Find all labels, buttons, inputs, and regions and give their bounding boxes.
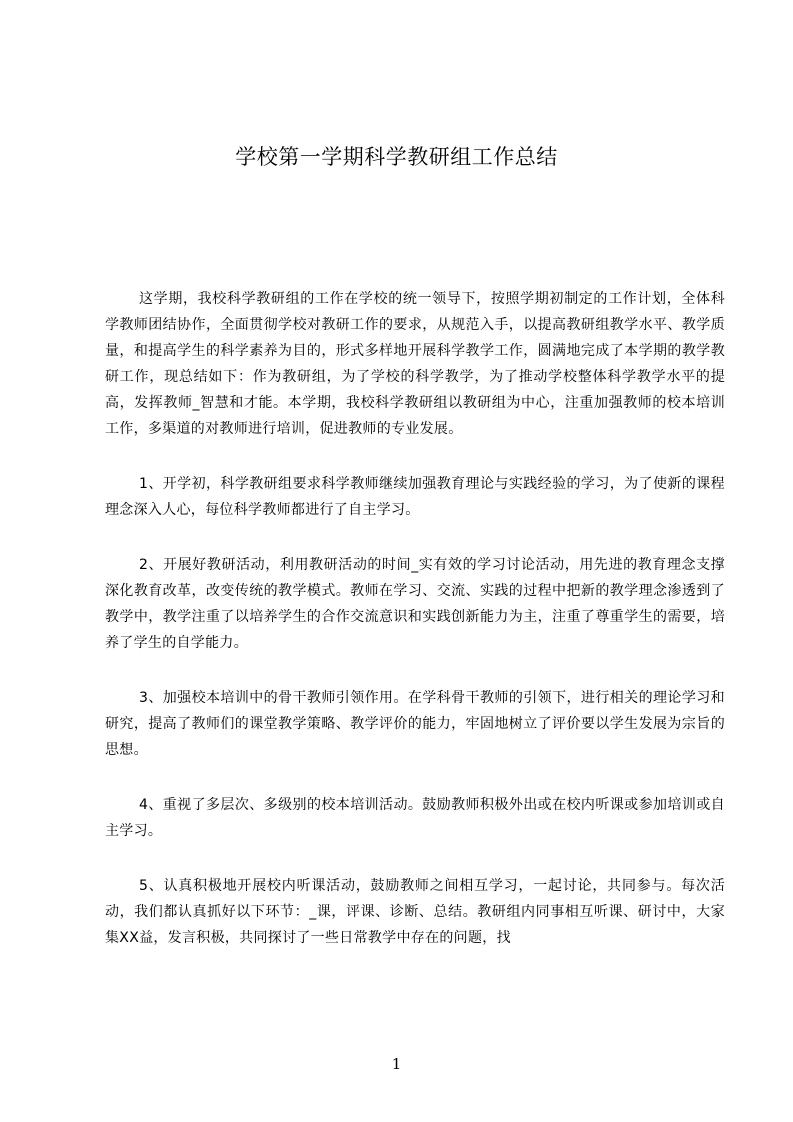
paragraph-item-3: 3、加强校本培训中的骨干教师引领作用。在学科骨干教师的引领下，进行相关的理论学习和研究，提高了教师们的课堂教学策略、教学评价的能力，牢固地树立了评价要以学生发展为宗旨的思想。 (105, 690, 725, 758)
paragraph-item-2: 2、开展好教研活动，利用教研活动的时间_实有效的学习讨论活动，用先进的教育理念支撑深化教育改革，改变传统的教学模式。教师在学习、交流、实践的过程中把新的教学理念渗透到了教学中，教学注重了以培养学生的合作交流意识和实践创新能力为主，注重了尊重学生的需要，培养了学生的自学能力。 (105, 557, 725, 651)
document-body (105, 286, 725, 980)
paragraph-item-4: 4、重视了多层次、多级别的校本培训活动。鼓励教师积极外出或在校内听课或参加培训或自主学习。 (105, 797, 725, 839)
document-title: 学校第一学期科学教研组工作总结 (235, 145, 558, 169)
page-number: 1 (391, 1055, 402, 1073)
paragraph-item-1: 1、开学初，科学教研组要求科学教师继续加强教育理论与实践经验的学习，为了使新的课程理念深入人心，每位科学教师都进行了自主学习。 (105, 476, 725, 518)
paragraph-item-5: 5、认真积极地开展校内听课活动，鼓励教师之间相互学习，一起讨论，共同参与。每次活动，我们都认真抓好以下环节：_课，评课、诊断、总结。教研组内同事相互听课、研讨中，大家集XX益，发言积极，共同探讨了一些日常教学中存在的问题，找 (105, 878, 725, 946)
paragraph-intro: 这学期，我校科学教研组的工作在学校的统一领导下，按照学期初制定的工作计划，全体科学教师团结协作，全面贯彻学校对教研工作的要求，从规范入手，以提高教研组教学水平、教学质量，和提高学生的科学素养为目的，形式多样地开展科学教学工作，圆满地完成了本学期的教学教研工作，现总结如下：作为教研组，为了学校的科学教学，为了推动学校整体科学教学水平的提高，发挥教师_智慧和才能。本学期，我校科学教研组以教研组为中心，注重加强教师的校本培训工作，多渠道的对教师进行培训，促进教师的专业发展。 (105, 291, 725, 437)
